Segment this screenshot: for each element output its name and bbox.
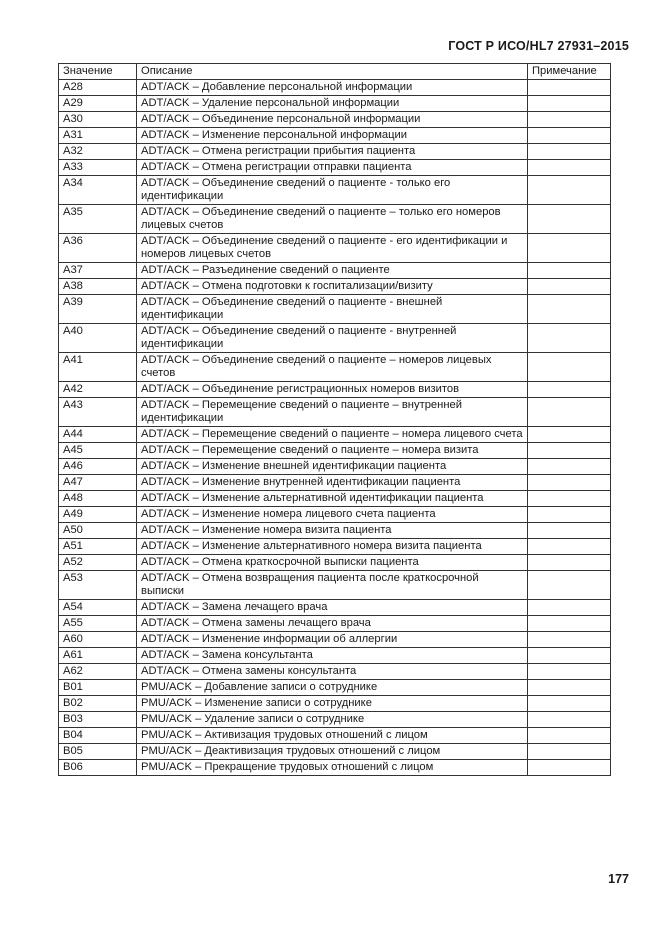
row-description: ADT/ACK – Объединение регистрационных номеров визитов: [137, 382, 528, 398]
row-description: ADT/ACK – Добавление персональной информации: [137, 80, 528, 96]
row-code: A48: [59, 491, 137, 507]
row-note: [528, 160, 611, 176]
row-note: [528, 600, 611, 616]
row-description: ADT/ACK – Изменение альтернативной идентификации пациента: [137, 491, 528, 507]
row-code: A49: [59, 507, 137, 523]
row-code: A39: [59, 295, 137, 324]
table-row: [59, 176, 611, 205]
row-code: A41: [59, 353, 137, 382]
row-code: A50: [59, 523, 137, 539]
row-code: A61: [59, 648, 137, 664]
table-row: [59, 664, 611, 680]
table-row: [59, 616, 611, 632]
row-description: ADT/ACK – Перемещение сведений о пациенте – номера визита: [137, 443, 528, 459]
table-row: [59, 427, 611, 443]
row-code: B04: [59, 728, 137, 744]
row-code: A30: [59, 112, 137, 128]
row-code: A29: [59, 96, 137, 112]
row-description: ADT/ACK – Разъединение сведений о пациенте: [137, 263, 528, 279]
row-description: ADT/ACK – Изменение номера визита пациента: [137, 523, 528, 539]
row-note: [528, 427, 611, 443]
row-description: ADT/ACK – Замена лечащего врача: [137, 600, 528, 616]
row-description: PMU/ACK – Прекращение трудовых отношений с лицом: [137, 760, 528, 776]
row-code: A33: [59, 160, 137, 176]
row-description: PMU/ACK – Удаление записи о сотруднике: [137, 712, 528, 728]
row-note: [528, 443, 611, 459]
row-description: ADT/ACK – Изменение персональной информации: [137, 128, 528, 144]
row-code: A37: [59, 263, 137, 279]
row-note: [528, 295, 611, 324]
row-code: A43: [59, 398, 137, 427]
table-row: [59, 571, 611, 600]
row-note: [528, 205, 611, 234]
row-note: [528, 648, 611, 664]
row-description: ADT/ACK – Объединение сведений о пациенте - внешней идентификации: [137, 295, 528, 324]
row-code: A53: [59, 571, 137, 600]
table-row: [59, 96, 611, 112]
row-code: A47: [59, 475, 137, 491]
table-body: [59, 80, 611, 776]
event-codes-table: [58, 63, 611, 776]
row-note: [528, 728, 611, 744]
table-row: [59, 744, 611, 760]
table-row: [59, 263, 611, 279]
row-note: [528, 632, 611, 648]
row-code: A36: [59, 234, 137, 263]
table-row: [59, 600, 611, 616]
row-code: A45: [59, 443, 137, 459]
row-note: [528, 144, 611, 160]
row-description: PMU/ACK – Изменение записи о сотруднике: [137, 696, 528, 712]
row-note: [528, 712, 611, 728]
column-header-description: Описание: [137, 64, 528, 80]
row-note: [528, 353, 611, 382]
table-row: [59, 475, 611, 491]
row-note: [528, 475, 611, 491]
table-row: [59, 507, 611, 523]
row-code: A35: [59, 205, 137, 234]
row-note: [528, 80, 611, 96]
table-row: [59, 555, 611, 571]
table-row: [59, 398, 611, 427]
table-row: [59, 128, 611, 144]
row-note: [528, 459, 611, 475]
row-code: A42: [59, 382, 137, 398]
row-description: PMU/ACK – Добавление записи о сотруднике: [137, 680, 528, 696]
row-description: ADT/ACK – Удаление персональной информации: [137, 96, 528, 112]
row-description: ADT/ACK – Объединение сведений о пациенте – номеров лицевых счетов: [137, 353, 528, 382]
row-note: [528, 760, 611, 776]
row-note: [528, 744, 611, 760]
table-row: [59, 632, 611, 648]
row-description: ADT/ACK – Объединение сведений о пациенте – только его номеров лицевых счетов: [137, 205, 528, 234]
row-note: [528, 112, 611, 128]
row-description: ADT/ACK – Отмена краткосрочной выписки пациента: [137, 555, 528, 571]
table-row: [59, 712, 611, 728]
row-description: ADT/ACK – Замена консультанта: [137, 648, 528, 664]
row-code: A28: [59, 80, 137, 96]
row-description: ADT/ACK – Отмена замены консультанта: [137, 664, 528, 680]
row-code: A46: [59, 459, 137, 475]
table-row: [59, 80, 611, 96]
row-note: [528, 279, 611, 295]
table-row: [59, 279, 611, 295]
row-description: ADT/ACK – Объединение персональной информации: [137, 112, 528, 128]
row-note: [528, 539, 611, 555]
row-note: [528, 523, 611, 539]
row-code: A62: [59, 664, 137, 680]
table-row: [59, 696, 611, 712]
table-row: [59, 324, 611, 353]
row-code: A34: [59, 176, 137, 205]
row-note: [528, 680, 611, 696]
table-row: [59, 459, 611, 475]
row-note: [528, 96, 611, 112]
row-code: A55: [59, 616, 137, 632]
row-code: A51: [59, 539, 137, 555]
row-description: ADT/ACK – Отмена регистрации прибытия пациента: [137, 144, 528, 160]
table-row: [59, 680, 611, 696]
row-note: [528, 398, 611, 427]
row-code: A40: [59, 324, 137, 353]
row-note: [528, 382, 611, 398]
row-code: A44: [59, 427, 137, 443]
row-description: ADT/ACK – Изменение информации об аллергии: [137, 632, 528, 648]
row-description: ADT/ACK – Отмена возвращения пациента после краткосрочной выписки: [137, 571, 528, 600]
row-note: [528, 176, 611, 205]
table-row: [59, 648, 611, 664]
row-note: [528, 491, 611, 507]
row-note: [528, 616, 611, 632]
row-note: [528, 234, 611, 263]
row-code: B01: [59, 680, 137, 696]
row-description: ADT/ACK – Перемещение сведений о пациенте – номера лицевого счета: [137, 427, 528, 443]
row-description: ADT/ACK – Изменение номера лицевого счета пациента: [137, 507, 528, 523]
table-row: [59, 205, 611, 234]
table-header-row: [59, 64, 611, 80]
row-code: A32: [59, 144, 137, 160]
table-row: [59, 295, 611, 324]
row-note: [528, 571, 611, 600]
row-code: B06: [59, 760, 137, 776]
table-row: [59, 523, 611, 539]
table-row: [59, 144, 611, 160]
page-number: 177: [608, 872, 629, 886]
row-code: A38: [59, 279, 137, 295]
row-code: A52: [59, 555, 137, 571]
row-note: [528, 664, 611, 680]
row-note: [528, 128, 611, 144]
row-code: B05: [59, 744, 137, 760]
row-code: A60: [59, 632, 137, 648]
row-description: ADT/ACK – Изменение внутренней идентификации пациента: [137, 475, 528, 491]
table-row: [59, 539, 611, 555]
row-code: B02: [59, 696, 137, 712]
table-row: [59, 491, 611, 507]
table-row: [59, 234, 611, 263]
row-description: PMU/ACK – Деактивизация трудовых отношений с лицом: [137, 744, 528, 760]
row-description: ADT/ACK – Объединение сведений о пациенте - его идентификации и номеров лицевых счетов: [137, 234, 528, 263]
table-row: [59, 160, 611, 176]
row-description: ADT/ACK – Изменение внешней идентификации пациента: [137, 459, 528, 475]
row-note: [528, 696, 611, 712]
table-row: [59, 728, 611, 744]
row-description: ADT/ACK – Отмена замены лечащего врача: [137, 616, 528, 632]
table-row: [59, 443, 611, 459]
table-row: [59, 353, 611, 382]
column-header-value: Значение: [59, 64, 137, 80]
row-description: ADT/ACK – Отмена подготовки к госпитализации/визиту: [137, 279, 528, 295]
row-description: PMU/ACK – Активизация трудовых отношений с лицом: [137, 728, 528, 744]
row-code: B03: [59, 712, 137, 728]
row-code: A54: [59, 600, 137, 616]
row-description: ADT/ACK – Изменение альтернативного номера визита пациента: [137, 539, 528, 555]
row-description: ADT/ACK – Объединение сведений о пациенте - внутренней идентификации: [137, 324, 528, 353]
table-row: [59, 760, 611, 776]
row-description: ADT/ACK – Перемещение сведений о пациенте – внутренней идентификации: [137, 398, 528, 427]
row-note: [528, 263, 611, 279]
table-row: [59, 112, 611, 128]
table-row: [59, 382, 611, 398]
document-header: ГОСТ Р ИСО/HL7 27931–2015: [448, 39, 629, 53]
row-note: [528, 555, 611, 571]
row-code: A31: [59, 128, 137, 144]
column-header-note: Примечание: [528, 64, 611, 80]
row-description: ADT/ACK – Отмена регистрации отправки пациента: [137, 160, 528, 176]
row-note: [528, 324, 611, 353]
row-description: ADT/ACK – Объединение сведений о пациенте - только его идентификации: [137, 176, 528, 205]
row-note: [528, 507, 611, 523]
